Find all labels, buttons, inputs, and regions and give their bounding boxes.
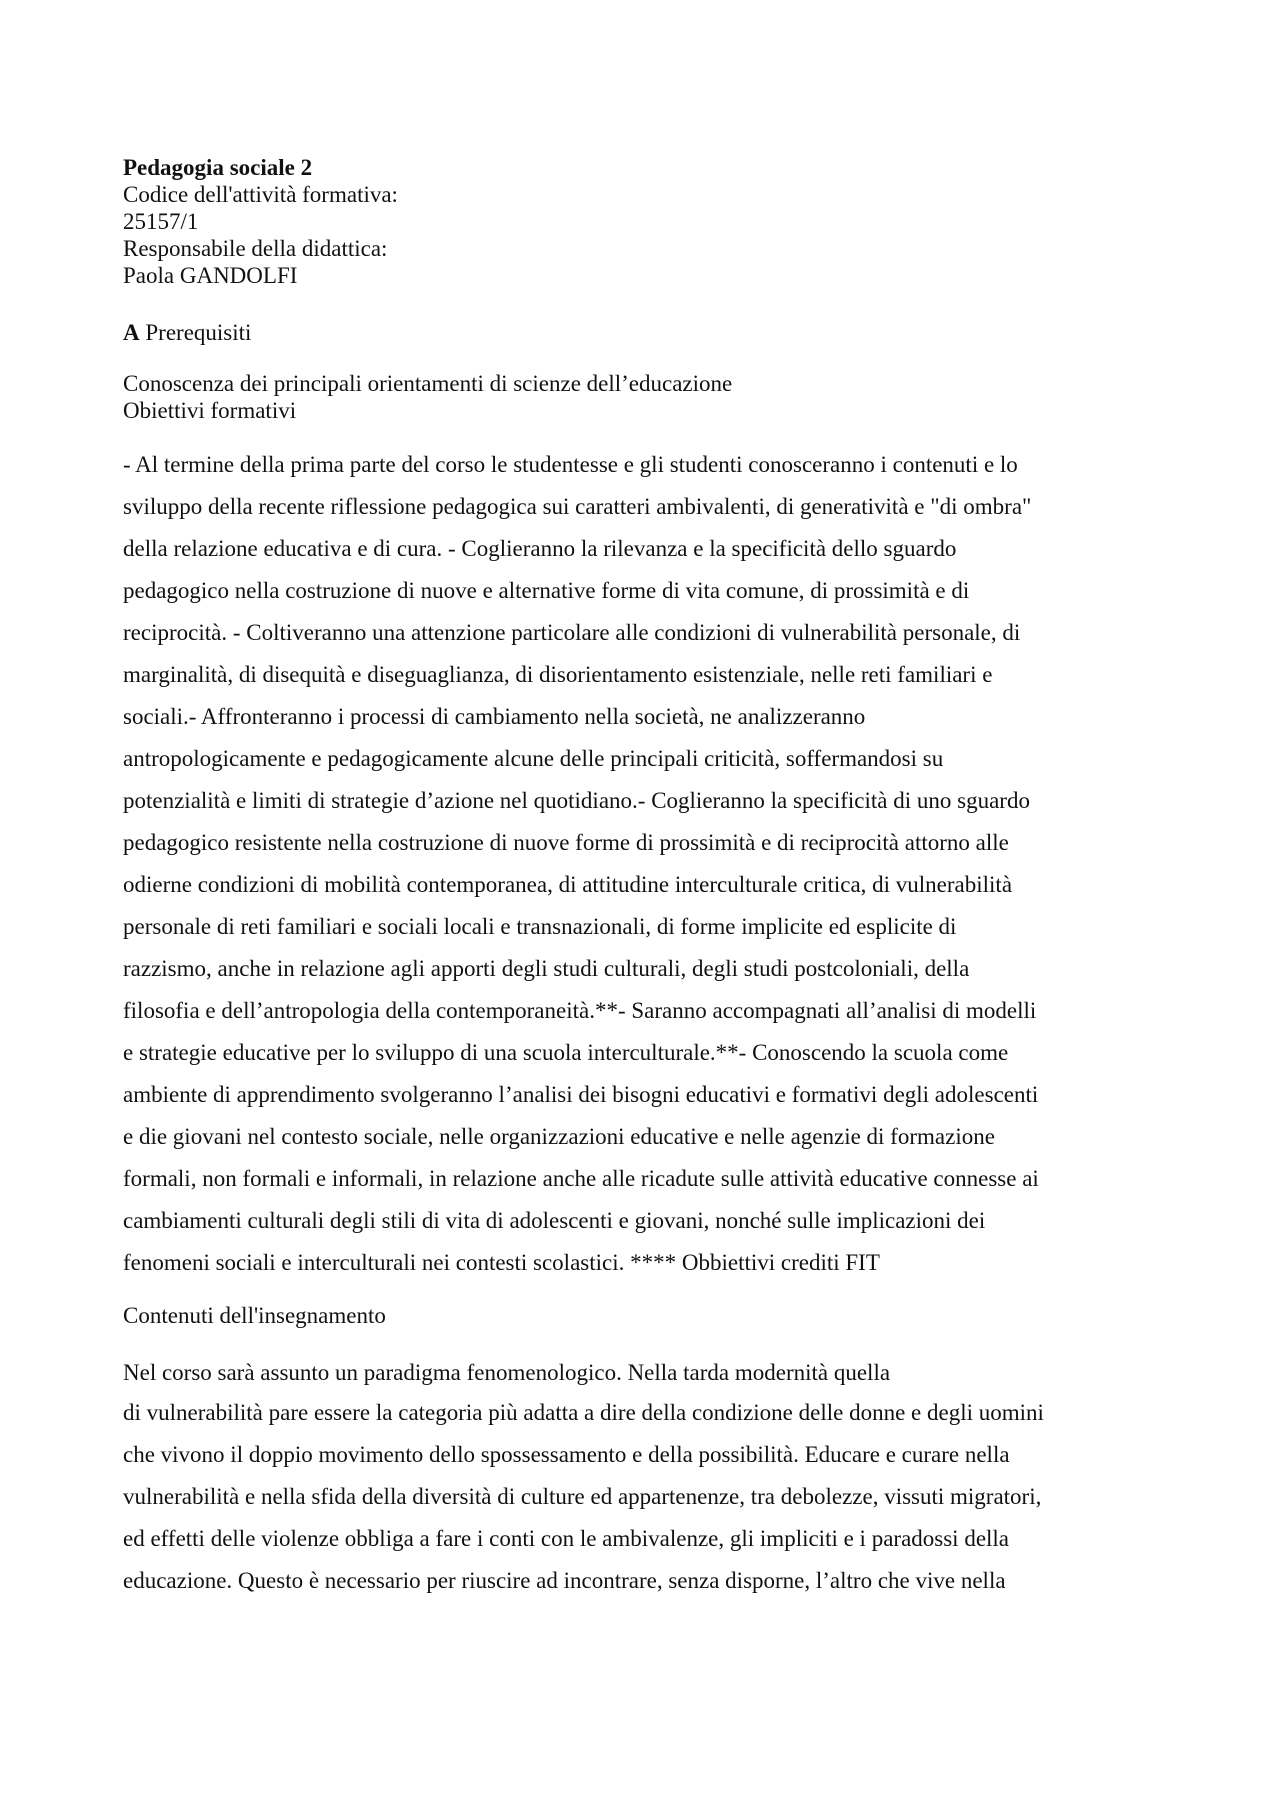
prerequisites-heading bbox=[123, 319, 1173, 346]
objectives-heading: Obiettivi formativi bbox=[123, 398, 297, 423]
paragraph-line: pedagogico resistente nella costruzione di nuove forme di prossimità e di reciprocità attorno alle bbox=[123, 830, 1009, 855]
paragraph-line: pedagogico nella costruzione di nuove e alternative forme di vita comune, di prossimità e di bbox=[123, 578, 970, 603]
paragraph-line: sviluppo della recente riflessione pedagogica sui caratteri ambivalenti, di generatività e "di ombra" bbox=[123, 494, 1032, 519]
course-header bbox=[123, 154, 1173, 289]
responsible-label: Responsabile della didattica: bbox=[123, 236, 388, 261]
paragraph-line: fenomeni sociali e interculturali nei contesti scolastici. **** Obbiettivi crediti FIT bbox=[123, 1250, 880, 1275]
paragraph-line: personale di reti familiari e sociali locali e transnazionali, di forme implicite ed esplicite di bbox=[123, 914, 957, 939]
paragraph-line: cambiamenti culturali degli stili di vita di adolescenti e giovani, nonché sulle implicazioni dei bbox=[123, 1208, 986, 1233]
document-page bbox=[123, 154, 1173, 1602]
paragraph-line: e strategie educative per lo sviluppo di una scuola interculturale.**- Conoscendo la scuola come bbox=[123, 1040, 1009, 1065]
paragraph-line: ed effetti delle violenze obbliga a fare i conti con le ambivalenze, gli impliciti e i paradossi della bbox=[123, 1526, 1010, 1551]
course-title: Pedagogia sociale 2 bbox=[123, 155, 313, 180]
paragraph-line: formali, non formali e informali, in relazione anche alle ricadute sulle attività educative connesse ai bbox=[123, 1166, 1039, 1191]
paragraph-line: marginalità, di disequità e diseguaglianza, di disorientamento esistenziale, nelle reti familiari e bbox=[123, 662, 993, 687]
prerequisites-section bbox=[123, 319, 1173, 424]
contents-heading: Contenuti dell'insegnamento bbox=[123, 1303, 386, 1328]
paragraph-line: potenzialità e limiti di strategie d’azione nel quotidiano.- Coglieranno la specificità di uno sguardo bbox=[123, 788, 1030, 813]
paragraph-line: di vulnerabilità pare essere la categoria più adatta a dire della condizione delle donne e degli uomini bbox=[123, 1400, 1044, 1425]
paragraph-line: e die giovani nel contesto sociale, nelle organizzazioni educative e nelle agenzie di formazione bbox=[123, 1124, 995, 1149]
paragraph-line: razzismo, anche in relazione agli apporti degli studi culturali, degli studi postcoloniali, della bbox=[123, 956, 970, 981]
responsible-value: Paola GANDOLFI bbox=[123, 263, 298, 288]
prerequisites-heading-text: Prerequisiti bbox=[139, 320, 252, 345]
paragraph-line: filosofia e dell’antropologia della contemporaneità.**- Saranno accompagnati all’analisi di modelli bbox=[123, 998, 1037, 1023]
paragraph-line: ambiente di apprendimento svolgeranno l’analisi dei bisogni educativi e formativi degli adolescenti bbox=[123, 1082, 1039, 1107]
paragraph-line: che vivono il doppio movimento dello spossessamento e della possibilità. Educare e curare nella bbox=[123, 1442, 1010, 1467]
paragraph-line: sociali.- Affronteranno i processi di cambiamento nella società, ne analizzeranno bbox=[123, 704, 866, 729]
paragraph-line: reciprocità. - Coltiveranno una attenzione particolare alle condizioni di vulnerabilità personale, di bbox=[123, 620, 1021, 645]
contents-section bbox=[123, 1302, 1173, 1602]
prerequisites-text: Conoscenza dei principali orientamenti di scienze dell’educazione bbox=[123, 371, 733, 396]
paragraph-line: vulnerabilità e nella sfida della diversità di culture ed appartenenze, tra debolezze, vissuti migratori, bbox=[123, 1484, 1042, 1509]
prerequisites-letter: A bbox=[123, 320, 140, 345]
code-value: 25157/1 bbox=[123, 209, 199, 234]
paragraph-line: antropologicamente e pedagogicamente alcune delle principali criticità, soffermandosi su bbox=[123, 746, 944, 771]
paragraph-line: della relazione educativa e di cura. - Coglieranno la rilevanza e la specificità dello sguardo bbox=[123, 536, 957, 561]
contents-first-line: Nel corso sarà assunto un paradigma fenomenologico. Nella tarda modernità quella bbox=[123, 1360, 891, 1385]
paragraph-line: odierne condizioni di mobilità contemporanea, di attitudine interculturale critica, di vulnerabilità bbox=[123, 872, 1013, 897]
code-label: Codice dell'attività formativa: bbox=[123, 182, 398, 207]
objectives-body bbox=[123, 444, 1173, 1284]
paragraph-line: educazione. Questo è necessario per riuscire ad incontrare, senza disporne, l’altro che vive nella bbox=[123, 1568, 1006, 1593]
paragraph-line: - Al termine della prima parte del corso le studentesse e gli studenti conosceranno i contenuti e lo bbox=[123, 452, 1018, 477]
